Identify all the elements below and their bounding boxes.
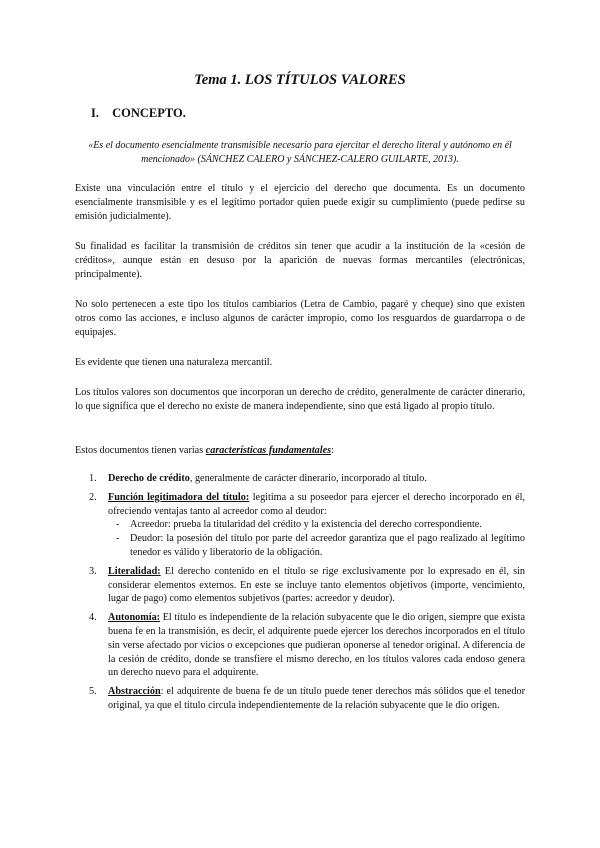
section-number: I.: [91, 106, 99, 120]
paragraph: Su finalidad es facilitar la transmisión de créditos sin tener que acudir a la institución de la «cesión de créditos», aunque están en desuso por la aparición de nuevas formas mercantiles (electrónicas, principalmente).: [75, 241, 525, 280]
item-text: , generalmente de carácter dinerario, incorporado al título.: [189, 473, 427, 484]
item-term: Derecho de crédito: [108, 473, 190, 484]
paragraph: Es evidente que tienen una naturaleza mercantil.: [75, 357, 273, 368]
item-term: Literalidad:: [108, 565, 161, 577]
document-title: Tema 1. LOS TÍTULOS VALORES: [194, 72, 406, 88]
sub-item-text: Deudor: la posesión del título por parte del acreedor garantiza que el pago realizado al legítimo tenedor es válido y liberatorio de la obligación.: [130, 533, 525, 558]
item-number: 2.: [89, 491, 97, 503]
intro-after: :: [331, 445, 334, 456]
item-text: El título es independiente de la relación subyacente que le dio origen, siempre que exista buena fe en la transmisión, es decir, el adquirente puede ejercer los derechos incorporados en el título sin verse afectado por vicios o excepciones que pudieran oponerse al tenedor original. A diferencia de la cesión de crédito, donde se transfiere el mismo derecho, en los títulos valores cada endoso genera un derecho nuevo para el adquirente.: [108, 612, 525, 679]
paragraph: Existe una vinculación entre el título y el ejercicio del derecho que documenta. Es un documento esencialmente transmisible y es el legítimo portador quien puede exigir su cumplimiento (puede pedirse su emisión judicialmente).: [75, 183, 525, 222]
sub-list: [108, 518, 525, 559]
list-item: [75, 611, 525, 680]
item-number: 1.: [89, 473, 97, 484]
section-label: CONCEPTO.: [112, 106, 186, 120]
item-text: El derecho contenido en el título se rige exclusivamente por lo expresado en él, sin considerar elementos externos. En este se incluye tanto elementos objetivos (importe, vencimiento, lugar de pago) como elementos subjetivos (partes: acreedor y deudor).: [108, 565, 525, 605]
item-term: Función legitimadora del título:: [108, 491, 250, 503]
list-intro: [75, 444, 525, 458]
intro-emphasis: características fundamentales: [205, 445, 332, 456]
definition-quote: «Es el documento esencialmente transmisible necesario para ejercitar el derecho literal y autónomo en él mencionado» (SÁNCHEZ CALERO y SÁNCHEZ-CALERO GUILARTE, 2013).: [88, 140, 512, 165]
item-term: Abstracción: [108, 686, 161, 698]
list-item: [75, 565, 525, 606]
item-number: 3.: [89, 565, 97, 577]
intro-before: Estos documentos tienen varias: [75, 445, 206, 456]
list-item: [75, 491, 525, 560]
item-term: Autonomía:: [108, 612, 161, 624]
item-text: : el adquirente de buena fe de un título puede tener derechos más sólidos que el tenedor original, ya que el título circula independientemente de la relación subyacente que le dio origen.: [108, 686, 525, 711]
paragraph: No solo pertenecen a este tipo los títulos cambiarios (Letra de Cambio, pagaré y cheque) sino que existen otros como las acciones, e incluso algunos de carácter impropio, como los resguardos de guardarropa o de equipajes.: [75, 299, 525, 338]
paragraph: Los títulos valores son documentos que incorporan un derecho de crédito, generalmente de carácter dinerario, lo que significa que el derecho no existe de manera independiente, sino que está ligado al propio título.: [75, 387, 525, 412]
section-heading: [91, 106, 186, 121]
list-item: [75, 685, 525, 713]
item-text: legitima a su poseedor para ejercer el derecho incorporado en él, ofreciendo ventajas tanto al acreedor como al deudor:: [108, 491, 525, 517]
list-item: [75, 472, 525, 486]
sub-item-text: Acreedor: prueba la titularidad del crédito y la existencia del derecho correspondiente.: [130, 519, 482, 531]
sub-item: - Acreedor: prueba la titularidad del crédito y la existencia del derecho correspondiente.: [116, 519, 482, 531]
characteristics-list: [75, 472, 525, 718]
item-number: 4.: [89, 612, 97, 624]
item-number: 5.: [89, 686, 97, 698]
sub-item: - Deudor: la posesión del título por parte del acreedor garantiza que el pago realizado al legítimo tenedor es válido y liberatorio de la obligación.: [116, 533, 525, 558]
